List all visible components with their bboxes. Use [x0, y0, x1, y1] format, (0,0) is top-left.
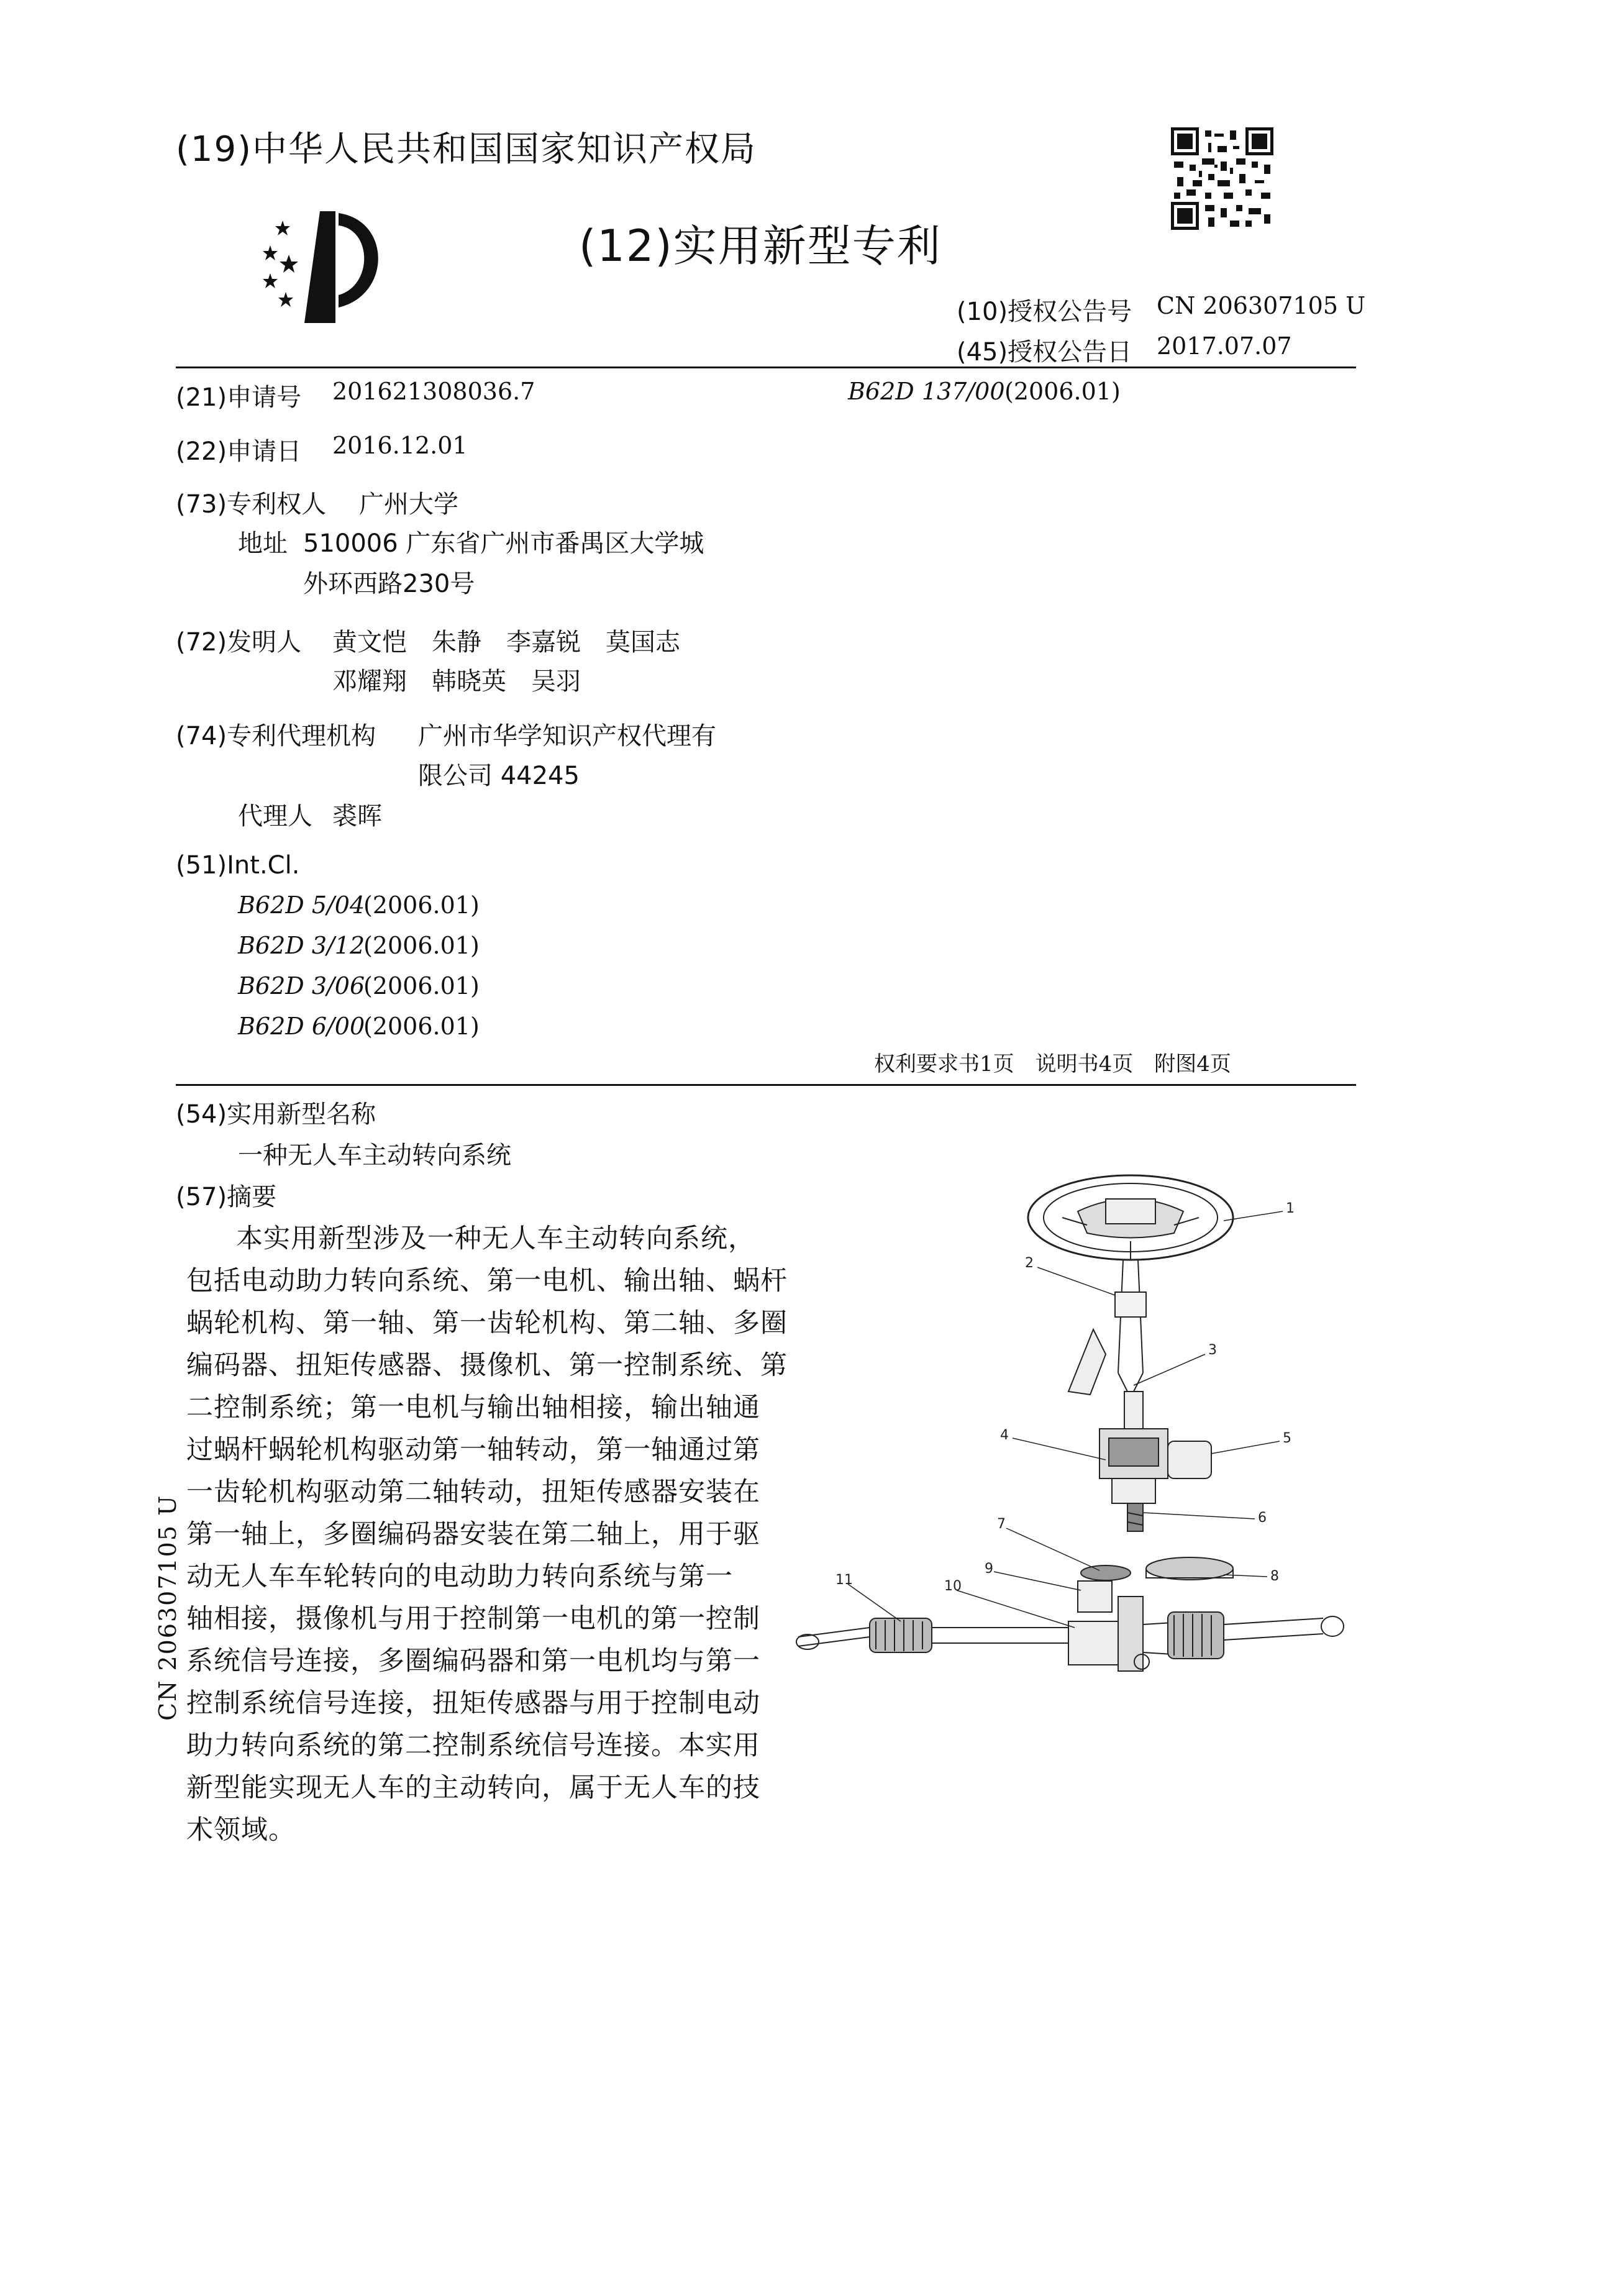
ipc-code: B62D 6/00	[238, 1013, 365, 1040]
application-number: 201621308036.7	[332, 378, 535, 405]
figure-label: 2	[1025, 1255, 1034, 1271]
patentee: 广州大学	[359, 490, 458, 519]
figure-label: 7	[997, 1516, 1006, 1532]
application-date-label: (22)申请日	[176, 437, 302, 466]
publication-date-label: (45)授权公告日	[957, 338, 1132, 367]
abstract-label: (57)摘要	[176, 1183, 277, 1211]
ipc-version: (2006.01)	[363, 972, 480, 1000]
abstract-line: 编码器、扭矩传感器、摄像机、第一控制系统、第	[186, 1350, 788, 1381]
abstract-line: 蜗轮机构、第一轴、第一齿轮机构、第二轴、多圈	[186, 1308, 788, 1339]
figure-label: 10	[944, 1578, 962, 1594]
abstract-line: 轴相接，摄像机与用于控制第一电机的第一控制	[186, 1603, 760, 1634]
address-line2: 外环西路230号	[303, 570, 475, 598]
address-line1: 510006 广东省广州市番禺区大学城	[303, 529, 704, 558]
agent-label: 代理人	[238, 802, 312, 831]
figure-label: 1	[1286, 1201, 1295, 1216]
ipc-version: (2006.01)	[363, 1013, 480, 1040]
abstract-line: 二控制系统；第一电机与输出轴相接，输出轴通	[186, 1392, 760, 1423]
steering-wheel	[1028, 1175, 1233, 1260]
title-label: (54)实用新型名称	[176, 1100, 376, 1129]
header-rule	[176, 367, 1356, 368]
abstract-line: 新型能实现无人车的主动转向，属于无人车的技	[186, 1772, 760, 1803]
ipc-version: (2006.01)	[363, 891, 480, 919]
figure-label: 9	[985, 1561, 993, 1577]
abstract-line: 术领域。	[186, 1815, 296, 1846]
extra-ipc-version: (2006.01)	[1004, 378, 1121, 405]
cnipa-logo	[252, 208, 394, 326]
agency-line2: 限公司 44245	[418, 762, 580, 790]
agent: 裘晖	[332, 802, 382, 831]
figure-label: 6	[1258, 1510, 1267, 1526]
figure-label: 4	[1000, 1428, 1009, 1443]
application-number-label: (21)申请号	[176, 383, 302, 412]
ipc-code: B62D 3/06	[238, 972, 365, 1000]
extra-ipc-code: B62D 137/00	[848, 378, 1005, 405]
biblio-rule	[176, 1084, 1356, 1086]
application-date: 2016.12.01	[332, 432, 468, 459]
office-name: (19)中华人民共和国国家知识产权局	[176, 129, 757, 170]
utility-model-title: 一种无人车主动转向系统	[238, 1141, 511, 1170]
abstract-line: 系统信号连接，多圈编码器和第一电机均与第一	[186, 1646, 760, 1677]
patentee-label: (73)专利权人	[176, 490, 327, 519]
abstract-line: 控制系统信号连接，扭矩传感器与用于控制电动	[186, 1688, 760, 1719]
int-cl-label: (51)Int.Cl.	[176, 851, 300, 880]
figure-label: 5	[1283, 1431, 1291, 1446]
qr-code	[1171, 127, 1273, 230]
agency-label: (74)专利代理机构	[176, 722, 376, 750]
figure-label: 3	[1208, 1342, 1217, 1358]
inventors-line2: 邓耀翔 韩晓英 吴羽	[332, 667, 581, 696]
side-publication-number: CN 206307105 U	[154, 1494, 181, 1721]
ipc-code: B62D 3/12	[238, 932, 365, 959]
publication-date: 2017.07.07	[1157, 332, 1292, 360]
document-type: (12)实用新型专利	[579, 221, 942, 271]
ipc-version: (2006.01)	[363, 932, 480, 959]
inventors-label: (72)发明人	[176, 628, 302, 657]
page-counts: 权利要求书1页 说明书4页 附图4页	[874, 1052, 1231, 1077]
publication-number-label: (10)授权公告号	[957, 298, 1132, 326]
abstract-line: 第一轴上，多圈编码器安装在第二轴上，用于驱	[186, 1519, 760, 1550]
address-label: 地址	[238, 529, 288, 558]
abstract-line: 本实用新型涉及一种无人车主动转向系统，	[236, 1223, 755, 1254]
figure-label: 11	[835, 1572, 853, 1588]
inventors-line1: 黄文恺 朱静 李嘉锐 莫国志	[332, 628, 680, 657]
abstract-line: 过蜗杆蜗轮机构驱动第一轴转动，第一轴通过第	[186, 1434, 760, 1465]
steering-system-figure	[795, 1168, 1354, 1708]
abstract-line: 包括电动助力转向系统、第一电机、输出轴、蜗杆	[186, 1265, 788, 1296]
agency-line1: 广州市华学知识产权代理有	[418, 722, 716, 750]
abstract-line: 动无人车车轮转向的电动助力转向系统与第一	[186, 1561, 733, 1592]
abstract-line: 一齿轮机构驱动第二轴转动，扭矩传感器安装在	[186, 1477, 760, 1508]
publication-number: CN 206307105 U	[1157, 292, 1366, 319]
figure-label: 8	[1270, 1569, 1279, 1584]
abstract-line: 助力转向系统的第二控制系统信号连接。本实用	[186, 1730, 760, 1761]
ipc-code: B62D 5/04	[238, 891, 365, 919]
